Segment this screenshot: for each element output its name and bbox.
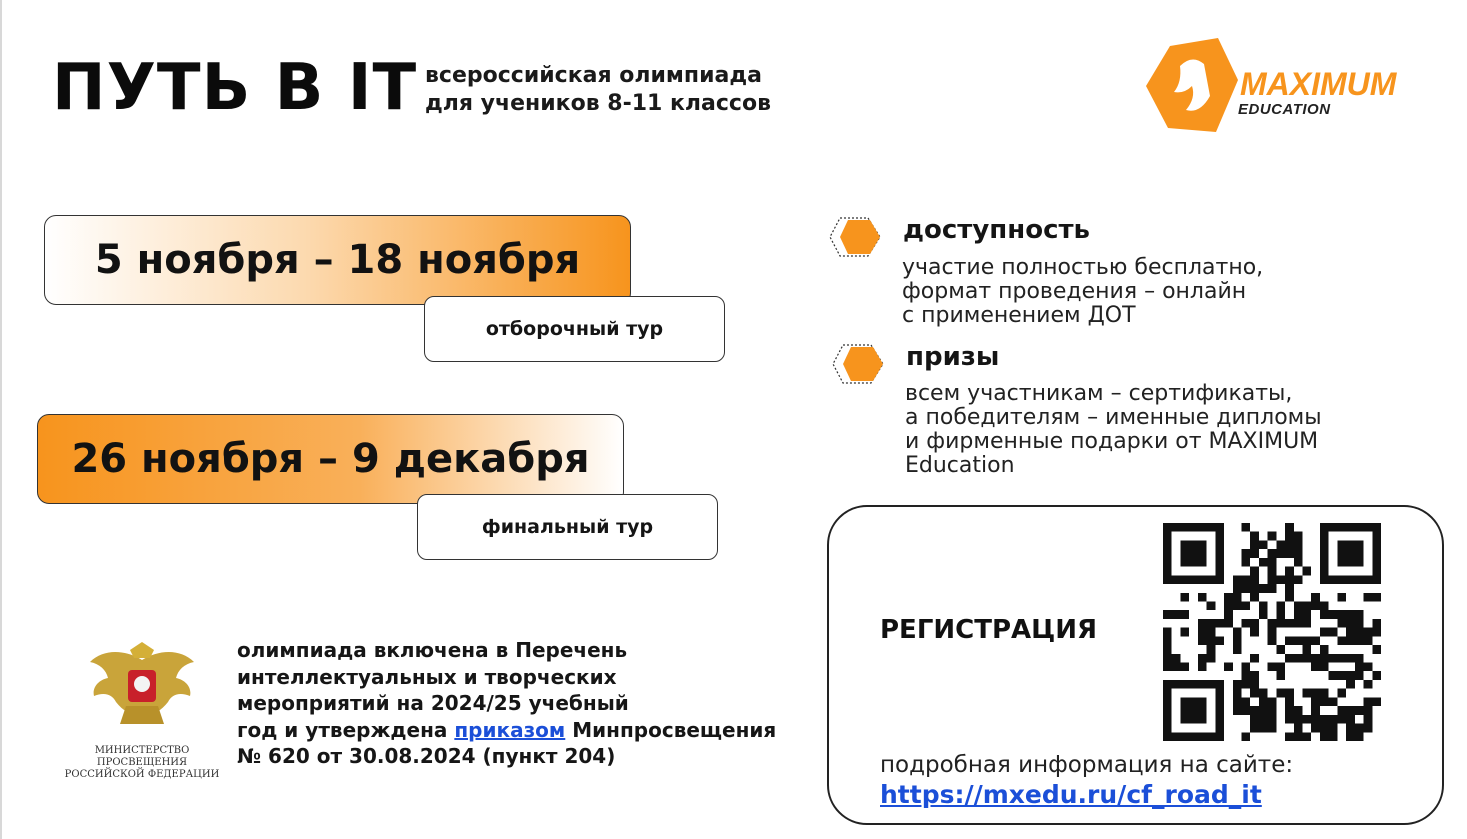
- stage-1-label: отборочный тур: [424, 296, 725, 362]
- feature-text-line: и фирменные подарки от MAXIMUM: [905, 429, 1319, 454]
- note-line: № 620 от 30.08.2024 (пункт 204): [237, 744, 616, 768]
- feature-accessibility-text: [902, 256, 1362, 328]
- feature-text-line: всем участникам – сертификаты,: [905, 381, 1293, 406]
- registration-info-text: подробная информация на сайте:: [880, 752, 1294, 778]
- feature-text-line: Education: [905, 453, 1015, 478]
- note-line: мероприятий на 2024/25 учебный: [237, 691, 629, 715]
- feature-accessibility-title: доступность: [903, 215, 1091, 245]
- ministry-emblem-icon: [86, 640, 198, 732]
- ministry-line-1: МИНИСТЕРСТВО ПРОСВЕЩЕНИЯ: [94, 745, 190, 768]
- subtitle-line-1: всероссийская олимпиада: [425, 63, 762, 88]
- note-line-text: год и утверждена: [237, 717, 455, 742]
- stage-2-label: финальный тур: [417, 494, 718, 560]
- note-line-text: Минпросвещения: [565, 717, 777, 742]
- feature-text-line: с применением ДОТ: [902, 303, 1136, 328]
- logo-subtitle: EDUCATION: [1238, 101, 1331, 118]
- page-title: ПУТЬ В IT: [52, 51, 418, 125]
- note-line: [237, 717, 817, 744]
- page-subtitle: [425, 62, 771, 118]
- feature-text-line: формат проведения – онлайн: [902, 279, 1247, 304]
- note-line: олимпиада включена в Перечень: [237, 638, 628, 662]
- order-link[interactable]: приказом: [454, 717, 566, 742]
- ministry-caption: [58, 745, 226, 781]
- olympiad-note: [237, 637, 817, 770]
- hexagon-bullet-icon: [828, 214, 882, 260]
- logo-wordmark: MAXIMUM: [1240, 66, 1397, 102]
- subtitle-line-2: для учеников 8-11 классов: [425, 91, 771, 116]
- hexagon-bullet-icon: [831, 341, 885, 387]
- registration-qr-code[interactable]: [1163, 523, 1381, 741]
- stage-2-dates: 26 ноября – 9 декабря: [37, 414, 624, 504]
- feature-prizes-title: призы: [906, 342, 1000, 372]
- registration-link[interactable]: https://mxedu.ru/cf_road_it: [880, 780, 1262, 809]
- feature-text-line: участие полностью бесплатно,: [902, 255, 1264, 280]
- stage-1-dates: 5 ноября – 18 ноября: [44, 215, 631, 305]
- note-line: интеллектуальных и творческих: [237, 664, 617, 689]
- registration-heading: РЕГИСТРАЦИЯ: [880, 615, 1098, 645]
- feature-prizes-text: [905, 382, 1405, 478]
- feature-text-line: а победителям – именные дипломы: [905, 405, 1322, 430]
- ministry-line-2: РОССИЙСКОЙ ФЕДЕРАЦИИ: [64, 769, 220, 780]
